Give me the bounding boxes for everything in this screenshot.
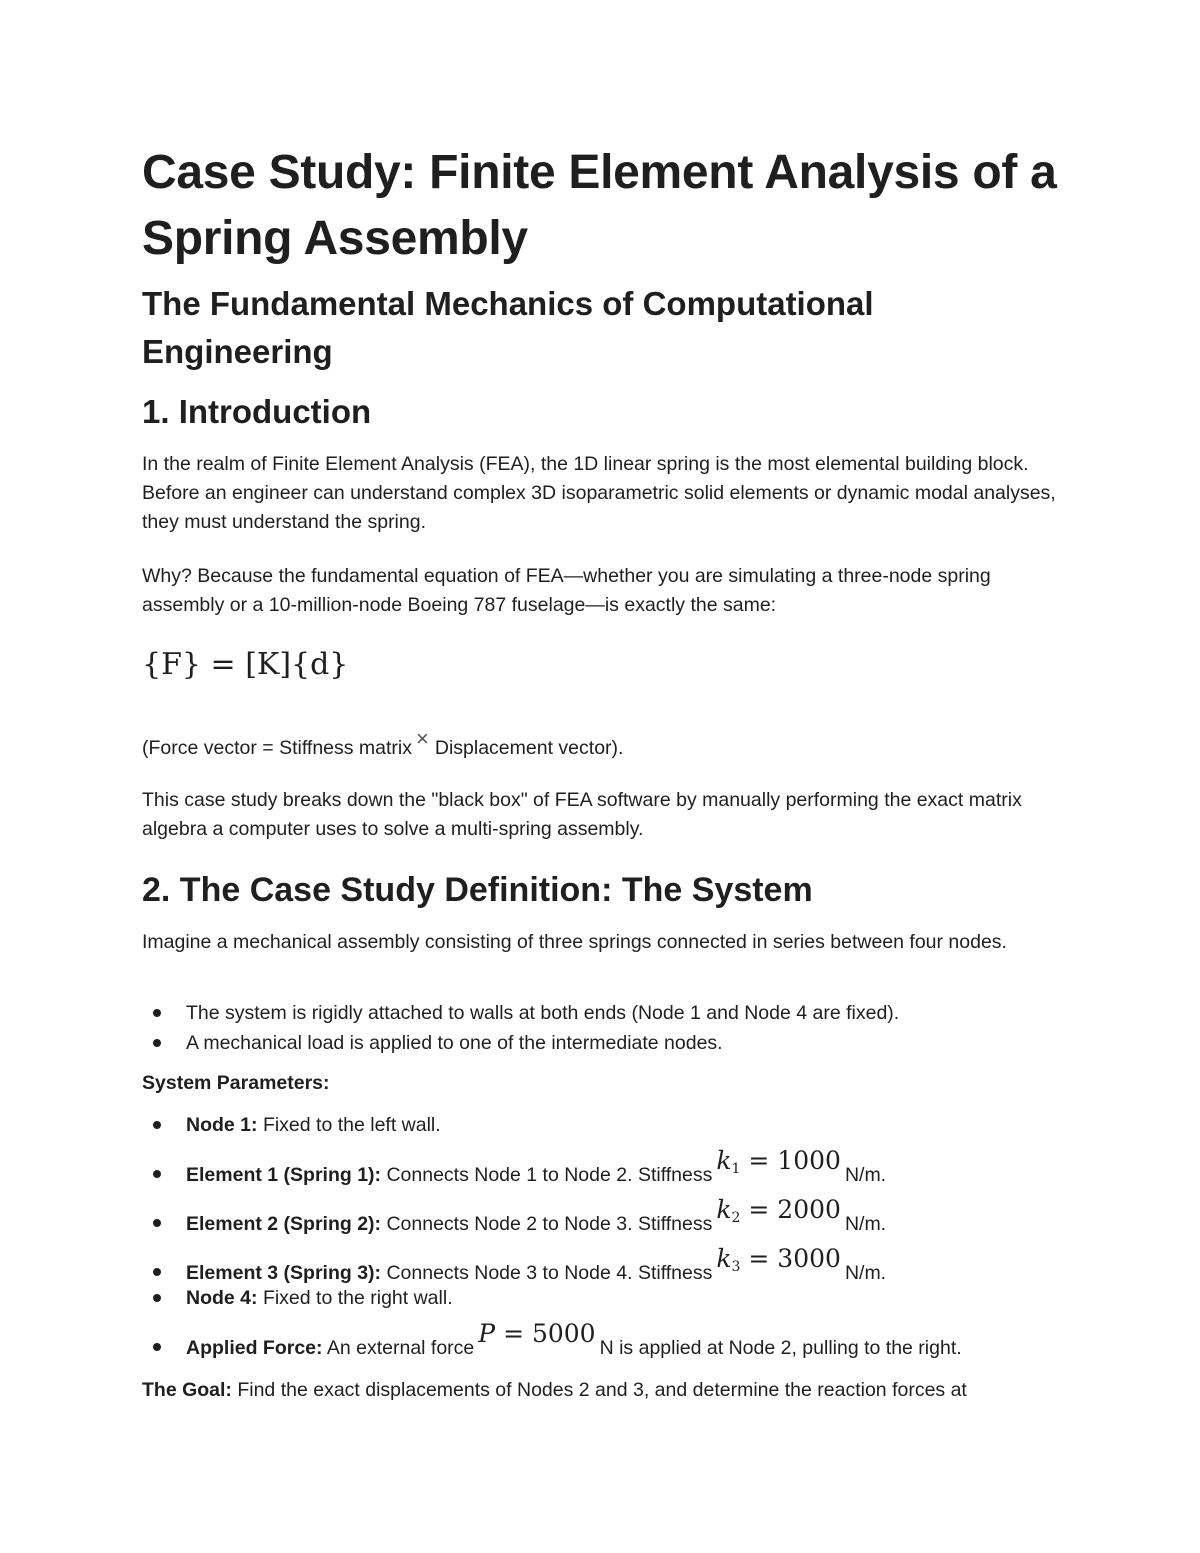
bullet-icon — [153, 1009, 161, 1017]
section-heading-introduction: 1. Introduction — [142, 393, 372, 430]
param-text: N is applied at Node 2, pulling to the right. — [599, 1337, 962, 1359]
math-variable: k — [716, 1195, 732, 1224]
math-value: = 1000 — [748, 1146, 841, 1175]
bullet-icon — [153, 1121, 161, 1129]
math-subscript: 3 — [731, 1259, 741, 1275]
math-subscript: 1 — [731, 1161, 741, 1177]
list-item-node-1 — [142, 1110, 1072, 1140]
math-subscript: 2 — [731, 1210, 741, 1226]
param-label: Node 4: — [186, 1287, 258, 1309]
intro-paragraph-1: In the realm of Finite Element Analysis (FEA), the 1D linear spring is the most elemental building block. Before an engineer can understand complex 3D isoparametric solid elements or dynamic modal analyses, they must understand the spring. — [142, 453, 1056, 533]
bullet-icon — [153, 1170, 161, 1178]
list-item-text: The system is rigidly attached to walls at both ends (Node 1 and Node 4 are fixed). — [186, 1002, 900, 1024]
fea-equation: {F} = [K]{d} — [142, 647, 349, 682]
times-symbol: × — [416, 726, 429, 751]
param-text: Connects Node 1 to Node 2. Stiffness — [386, 1164, 713, 1186]
list-item-element-3 — [142, 1238, 1072, 1287]
param-label: Applied Force: — [186, 1337, 323, 1359]
document-title: Case Study: Finite Element Analysis of a Spring Assembly — [142, 146, 1057, 265]
bullet-icon — [153, 1294, 161, 1302]
math-variable: k — [716, 1146, 732, 1175]
applied-force-formula — [478, 1319, 595, 1348]
goal-text: Find the exact displacements of Nodes 2 and 3, and determine the reaction forces at — [237, 1379, 967, 1401]
param-label: Node 1: — [186, 1114, 258, 1136]
goal-paragraph — [142, 1376, 1067, 1405]
math-value: = 2000 — [748, 1195, 841, 1224]
caption-text-before: (Force vector = Stiffness matrix — [142, 737, 413, 759]
param-text: Connects Node 2 to Node 3. Stiffness — [386, 1213, 713, 1235]
bullet-icon — [153, 1219, 161, 1227]
list-item — [142, 1028, 1072, 1058]
document-subtitle: The Fundamental Mechanics of Computational Engineering — [142, 285, 874, 370]
list-item-element-1 — [142, 1140, 1072, 1189]
equation-caption — [142, 726, 1067, 763]
list-item-text: A mechanical load is applied to one of the intermediate nodes. — [186, 1032, 723, 1054]
param-text: An external force — [326, 1337, 475, 1359]
list-item-element-2 — [142, 1189, 1072, 1238]
param-label: Element 3 (Spring 3): — [186, 1262, 382, 1284]
bullet-icon — [153, 1039, 161, 1047]
intro-paragraph-3: This case study breaks down the "black box" of FEA software by manually performing the exact matrix algebra a computer uses to solve a multi-spring assembly. — [142, 789, 1022, 840]
param-unit: N/m. — [844, 1213, 887, 1235]
system-parameters-list — [142, 1110, 1072, 1362]
math-value: = 5000 — [503, 1319, 596, 1348]
goal-label: The Goal: — [142, 1379, 232, 1401]
definition-paragraph: Imagine a mechanical assembly consisting of three springs connected in series between four nodes. — [142, 931, 1007, 953]
intro-paragraph-2: Why? Because the fundamental equation of FEA—whether you are simulating a three-node spring assembly or a 10-million-node Boeing 787 fuselage—is exactly the same: — [142, 565, 991, 616]
param-text: Fixed to the left wall. — [262, 1114, 441, 1136]
math-variable: P — [478, 1319, 496, 1348]
stiffness-k1-formula — [716, 1146, 841, 1175]
bullet-icon — [153, 1268, 161, 1276]
param-unit: N/m. — [844, 1164, 887, 1186]
param-label: Element 2 (Spring 2): — [186, 1213, 382, 1235]
math-value: = 3000 — [748, 1244, 841, 1273]
stiffness-k2-formula — [716, 1195, 841, 1224]
math-variable: k — [716, 1244, 732, 1273]
param-label: Element 1 (Spring 1): — [186, 1164, 382, 1186]
list-item-applied-force — [142, 1313, 1072, 1362]
system-bullet-list — [142, 998, 1072, 1058]
param-text: Connects Node 3 to Node 4. Stiffness — [386, 1262, 713, 1284]
list-item-node-4 — [142, 1283, 1072, 1313]
caption-text-after: Displacement vector). — [434, 737, 624, 759]
bullet-icon — [153, 1343, 161, 1351]
section-heading-definition: 2. The Case Study Definition: The System — [142, 871, 813, 909]
param-unit: N/m. — [844, 1262, 887, 1284]
stiffness-k3-formula — [716, 1244, 841, 1273]
param-text: Fixed to the right wall. — [262, 1287, 453, 1309]
system-parameters-heading: System Parameters: — [142, 1072, 330, 1094]
list-item — [142, 998, 1072, 1028]
